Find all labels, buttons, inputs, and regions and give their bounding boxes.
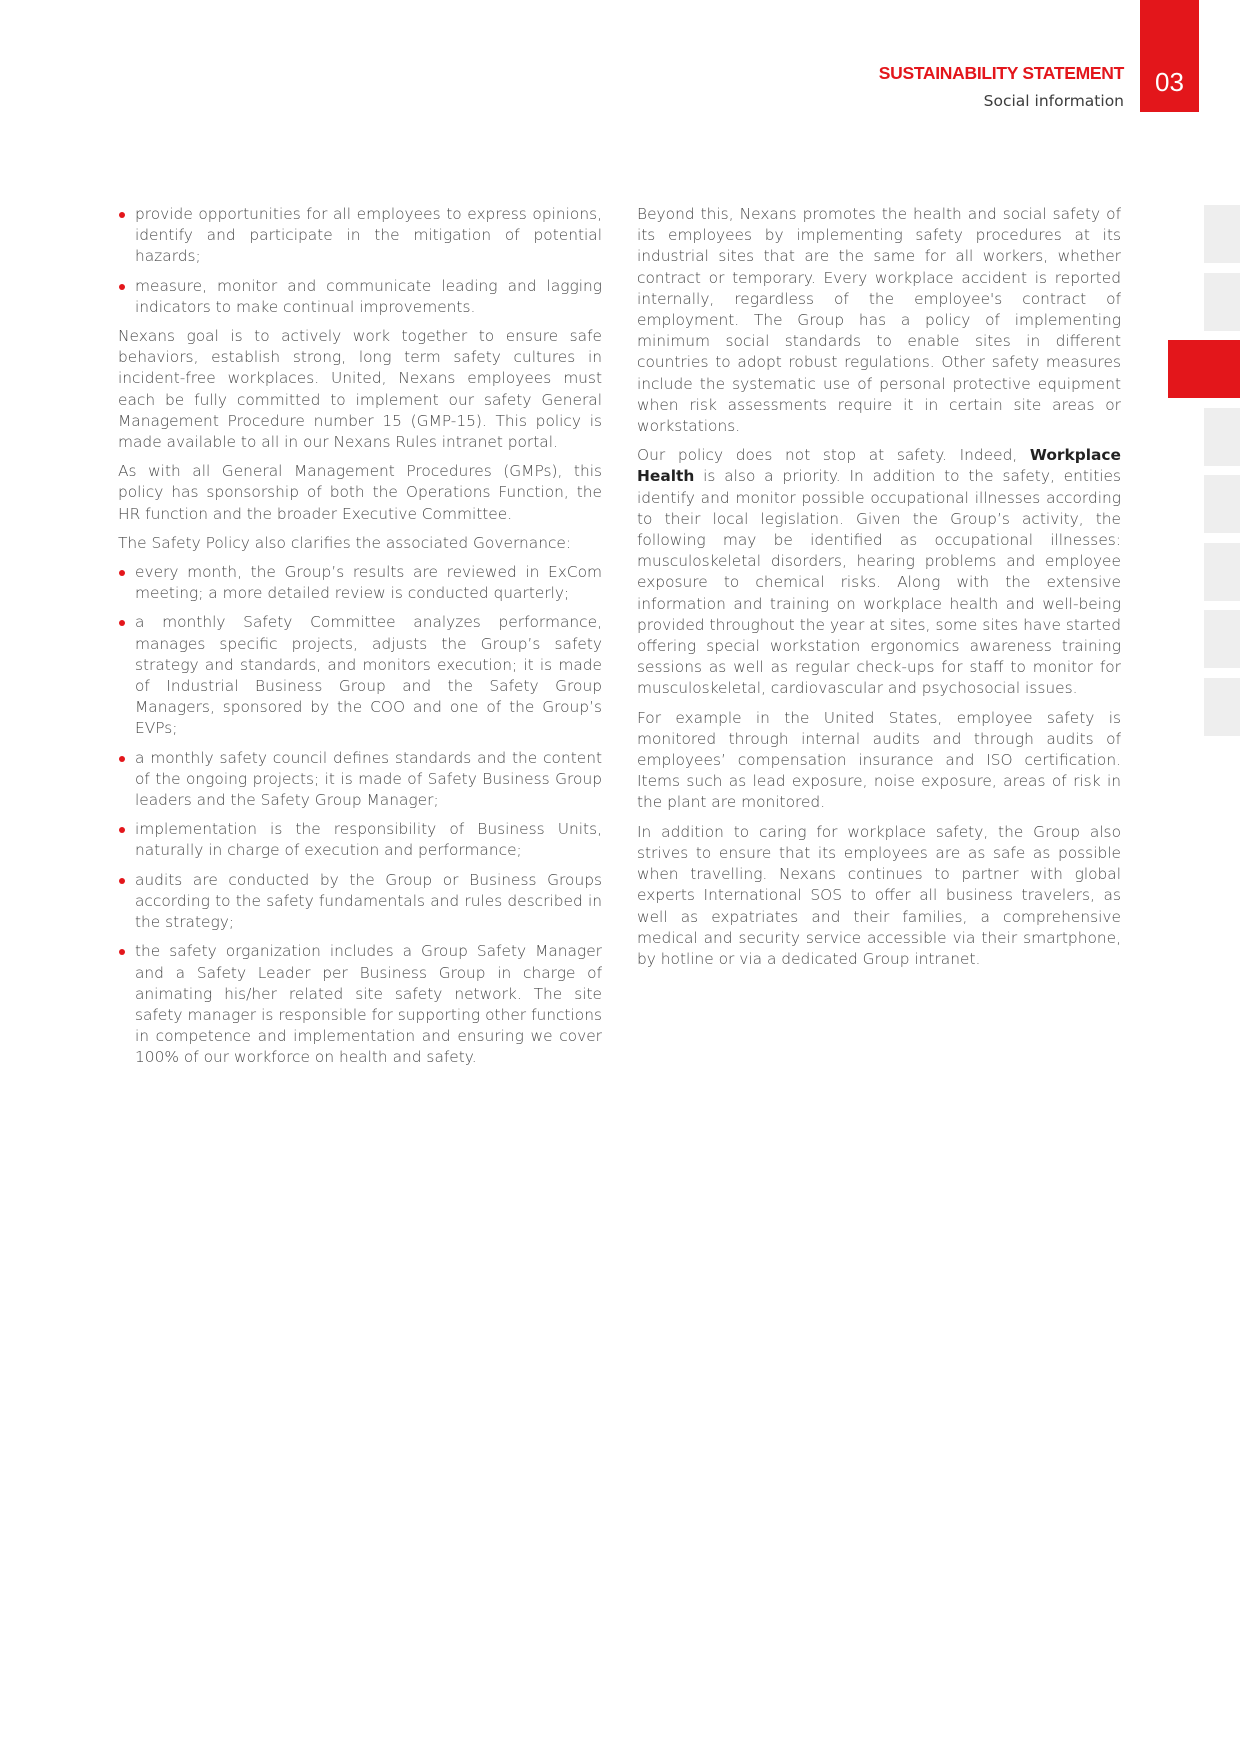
right-column	[637, 204, 1121, 978]
list-item: implementation is the responsibility of Business Units, naturally in charge of execution and performance;	[118, 819, 602, 861]
list-item: every month, the Group’s results are reviewed in ExCom meeting; a more detailed review is conducted quarterly;	[118, 562, 602, 604]
list-item: provide opportunities for all employees to express opinions, identify and participate in the mitigation of potential hazards;	[118, 204, 602, 268]
paragraph-safety-goal: Nexans goal is to actively work together to ensure safe behaviors, establish strong, long term safety cultures in incident-free workplaces. United, Nexans employees must each be fully committed to implement our safety General Management Procedure number 15 (GMP-15). This policy is made available to all in our Nexans Rules intranet portal.	[118, 327, 602, 452]
chapter-number: 03	[1155, 67, 1184, 97]
paragraph-us-example: For example in the United States, employee safety is monitored through internal audits and through audits of employees’ compensation insurance and ISO certification. Items such as lead exposure, noise exposure, areas of risk in the plant are monitored.	[637, 708, 1121, 812]
side-tab-7[interactable]	[1204, 610, 1240, 668]
list-item: a monthly safety council defines standards and the content of the ongoing projects; it is made of Safety Business Group leaders and the Safety Group Manager;	[118, 748, 602, 812]
bullet-icon	[119, 284, 125, 290]
paragraph-workplace-health: Our policy does not stop at safety. Indeed, Workplace Health is also a priority. In addition to the safety, entities identify and monitor possible occupational illnesses according to their local legislation. Given the Group’s activity, the following may be identified as occupational illnesses: musculoskeletal disorders, hearing problems and employee exposure to chemical risks. Along with the extensive information and training on workplace health and well-being provided throughout the year at sites, some sites have started offering special workstation ergonomics awareness training sessions as well as regular check-ups for staff to monitor for musculoskeletal, cardiovascular and psychosocial issues.	[637, 446, 1121, 698]
side-tab-active[interactable]	[1168, 340, 1240, 398]
bullet-icon	[119, 756, 125, 762]
bullet-icon	[119, 827, 125, 833]
paragraph-governance-intro: The Safety Policy also clarifies the associated Governance:	[118, 533, 572, 552]
side-tab-4[interactable]	[1204, 408, 1240, 466]
bullet-icon	[119, 949, 125, 955]
section-title: SUSTAINABILITY STATEMENT	[878, 63, 1124, 83]
bullet-icon	[119, 620, 125, 626]
side-tab-8[interactable]	[1204, 678, 1240, 736]
bullet-icon	[119, 878, 125, 884]
side-tab-5[interactable]	[1204, 475, 1240, 533]
list-item: a monthly Safety Committee analyzes performance, manages specific projects, adjusts the Group’s safety strategy and standards, and monitors execution; it is made of Industrial Business Group and the Safety Group Managers, sponsored by the COO and one of the Group’s EVPs;	[118, 612, 602, 739]
paragraph-travel-safety: In addition to caring for workplace safety, the Group also strives to ensure that its employees are as safe as possible when travelling. Nexans continues to partner with global experts International SOS to offer all business travelers, as well as expatriates and their families, a comprehensive medical and security service accessible via their smartphone, by hotline or via a dedicated Group intranet.	[637, 822, 1121, 968]
side-tab-6[interactable]	[1204, 543, 1240, 601]
paragraph-gmp-sponsorship: As with all General Management Procedures (GMPs), this policy has sponsorship of both the Operations Function, the HR function and the broader Executive Committee.	[118, 462, 602, 523]
chapter-badge	[1140, 0, 1199, 112]
left-column	[118, 204, 602, 1077]
side-tab-2[interactable]	[1204, 273, 1240, 331]
list-item: audits are conducted by the Group or Business Groups according to the safety fundamentals and rules described in the strategy;	[118, 870, 602, 934]
paragraph-social-safety: Beyond this, Nexans promotes the health and social safety of its employees by implementing safety procedures at its industrial sites that are the same for all workers, whether contract or temporary. Every workplace accident is reported internally, regardless of the employee's contract of employment. The Group has a policy of implementing minimum social standards to enable sites in different countries to adopt robust regulations. Other safety measures include the systematic use of personal protective equipment when risk assessments require it in certain site areas or workstations.	[637, 205, 1121, 436]
workplace-health-highlight: Workplace Health	[637, 446, 1121, 486]
side-tab-1[interactable]	[1204, 205, 1240, 263]
bullet-icon	[119, 570, 125, 576]
section-subtitle: Social information	[983, 92, 1124, 110]
list-item: measure, monitor and communicate leading and lagging indicators to make continual improvements.	[118, 276, 602, 318]
bullet-icon	[119, 212, 125, 218]
list-item: the safety organization includes a Group Safety Manager and a Safety Leader per Business Group in charge of animating his/her related site safety network. The site safety manager is responsible for supporting other functions in competence and implementation and ensuring we cover 100% of our workforce on health and safety.	[118, 941, 602, 1068]
